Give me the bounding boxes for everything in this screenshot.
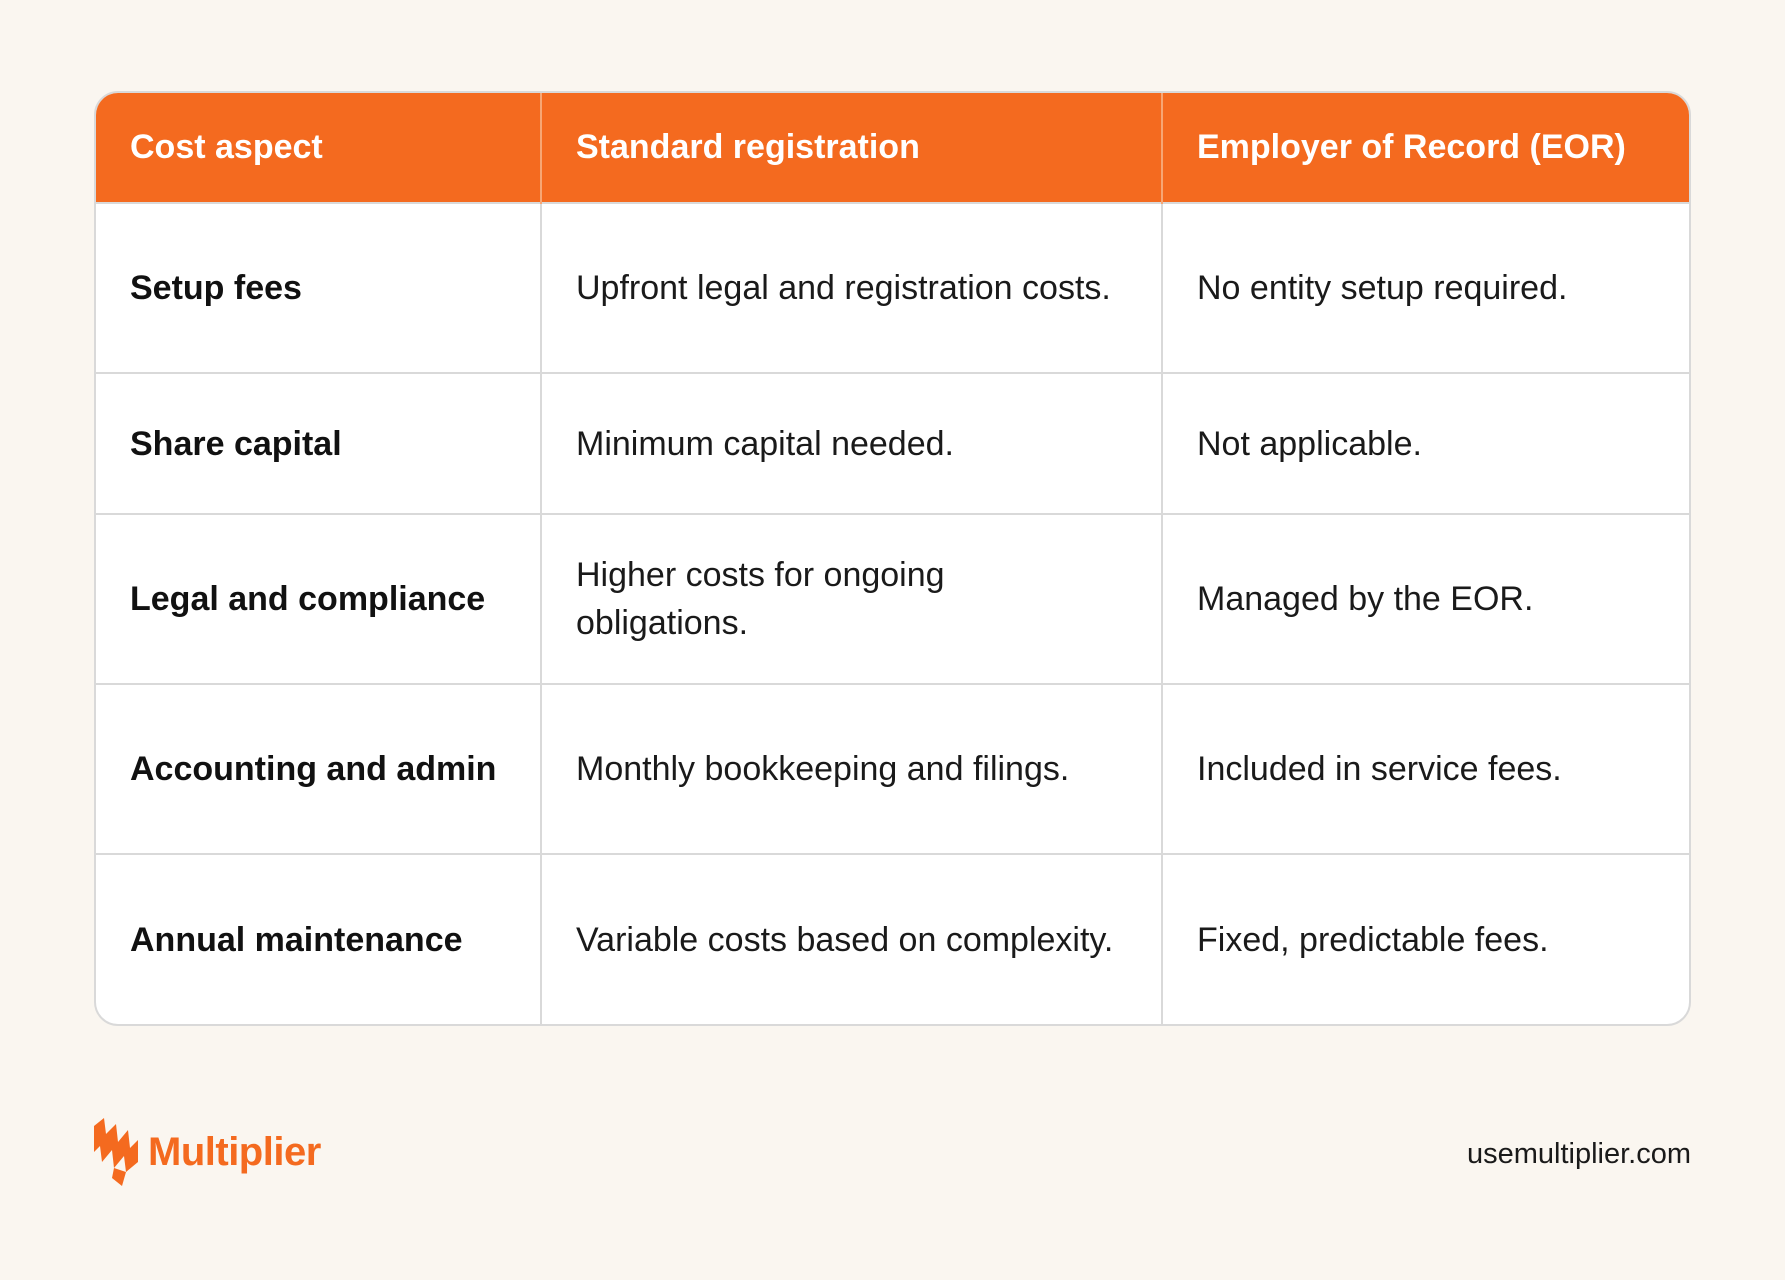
eor-cell: Fixed, predictable fees.: [1197, 920, 1549, 959]
standard-registration-cell: Upfront legal and registration costs.: [541, 203, 1162, 373]
cost-aspect-cell: Setup fees: [96, 203, 541, 373]
header-eor: Employer of Record (EOR): [1197, 128, 1626, 166]
standard-registration-cell: Minimum capital needed.: [541, 373, 1162, 514]
standard-registration-cell: Higher costs for ongoing obligations.: [541, 514, 1162, 684]
brand-name: Multiplier: [148, 1129, 321, 1174]
comparison-table: [96, 93, 1689, 1024]
eor-cell: Included in service fees.: [1197, 750, 1562, 788]
eor-cell: Not applicable.: [1197, 424, 1422, 463]
table-header-row: [96, 93, 1689, 203]
cost-aspect-cell: Share capital: [96, 373, 541, 514]
header-cost-aspect: Cost aspect: [96, 93, 541, 203]
cost-comparison-table: [94, 91, 1691, 1026]
cost-aspect-cell: Annual maintenance: [96, 854, 541, 1024]
header-standard-registration: Standard registration: [541, 93, 1162, 203]
website-url: usemultiplier.com: [1466, 1138, 1691, 1170]
table-row: [96, 514, 1689, 684]
standard-registration-cell: Monthly bookkeeping and filings.: [541, 684, 1162, 854]
multiplier-logo-icon: [92, 1116, 140, 1188]
eor-cell: No entity setup required.: [1197, 269, 1568, 307]
table-row: [96, 373, 1689, 514]
cost-aspect-cell: Accounting and admin: [96, 684, 541, 854]
standard-registration-cell: Variable costs based on complexity.: [541, 854, 1162, 1024]
brand-logo: [92, 1116, 321, 1188]
table-row: [96, 854, 1689, 1024]
cost-aspect-cell: Legal and compliance: [96, 514, 541, 684]
eor-cell: Managed by the EOR.: [1197, 580, 1534, 618]
table-row: [96, 203, 1689, 373]
table-row: [96, 684, 1689, 854]
